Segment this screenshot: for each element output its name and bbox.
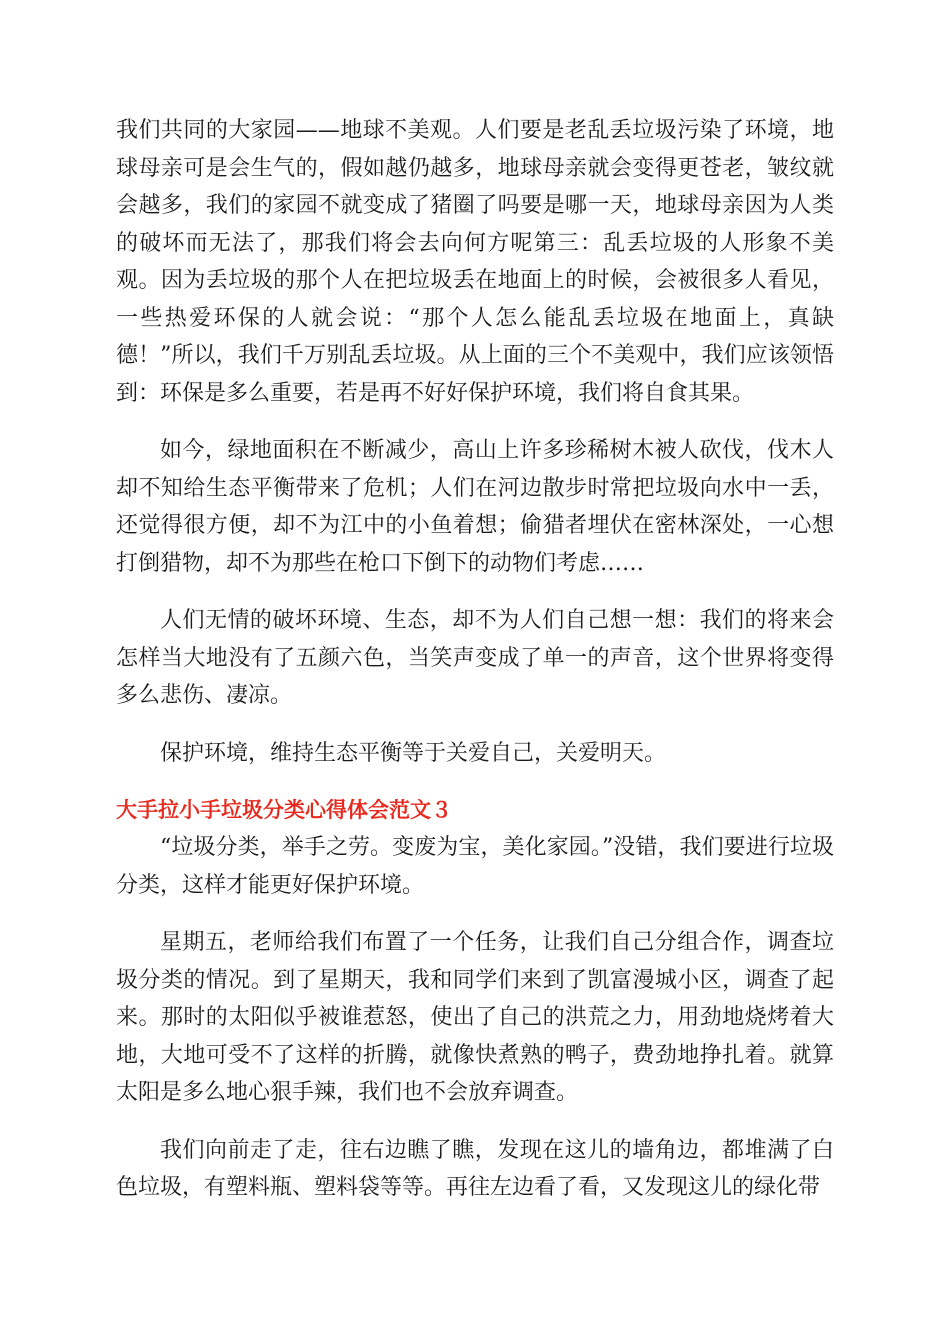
paragraph-friday-task: 星期五，老师给我们布置了一个任务，让我们自己分组合作，调查垃圾分类的情况。到了星期天，我和同学们来到了凯富漫城小区，调查了起来。那时的太阳似乎被谁惹怒，使出了自己的洪荒之力，用劲地烧烤着大地，大地可受不了这样的折腾，就像快煮熟的鸭子，费劲地挣扎着。就算太阳是多么地心狠手辣，我们也不会放弃调查。 bbox=[116, 930, 834, 1105]
paragraph-destroying-environment: 人们无情的破坏环境、生态，却不为人们自己想一想：我们的将来会怎样当大地没有了五颜六色，当笑声变成了单一的声音，这个世界将变得多么悲伤、凄凉。 bbox=[116, 608, 834, 708]
section-heading: 大手拉小手垃圾分类心得体会范文３ bbox=[116, 798, 452, 822]
paragraph-earth-not-beautiful: 我们共同的大家园——地球不美观。人们要是老乱丢垃圾污染了环境，地球母亲可是会生气的，假如越仍越多，地球母亲就会变得更苍老，皱纹就会越多，我们的家园不就变成了猪圈了吗要是哪一天，地球母亲因为人类的破坏而无法了，那我们将会去向何方呢第三：乱丢垃圾的人形象不美观。因为丢垃圾的那个人在把垃圾丢在地面上的时候，会被很多人看见，一些热爱环保的人就会说：“那个人怎么能乱丢垃圾在地面上，真缺德！”所以，我们千万别乱丢垃圾。从上面的三个不美观中，我们应该领悟到：环保是多么重要，若是再不好好保护环境，我们将自食其果。 bbox=[116, 118, 834, 406]
paragraph-protect-environment: 保护环境，维持生态平衡等于关爱自己，关爱明天。 bbox=[160, 740, 667, 766]
document-body bbox=[116, 112, 834, 1227]
paragraph-garbage-sorting-quote: “垃圾分类，举手之劳。变废为宝，美化家园。”没错，我们要进行垃圾分类，这样才能更好保护环境。 bbox=[116, 835, 834, 898]
paragraph-green-area-decreasing: 如今，绿地面积在不断减少，高山上许多珍稀树木被人砍伐，伐木人却不知给生态平衡带来了危机；人们在河边散步时常把垃圾向水中一丢，还觉得很方便，却不为江中的小鱼着想；偷猎者埋伏在密林深处，一心想打倒猎物，却不为那些在枪口下倒下的动物们考虑…… bbox=[116, 438, 834, 576]
paragraph-walking-forward: 我们向前走了走，往右边瞧了瞧，发现在这儿的墙角边，都堆满了白色垃圾，有塑料瓶、塑料袋等等。再往左边看了看，又发现这儿的绿化带 bbox=[116, 1137, 834, 1200]
